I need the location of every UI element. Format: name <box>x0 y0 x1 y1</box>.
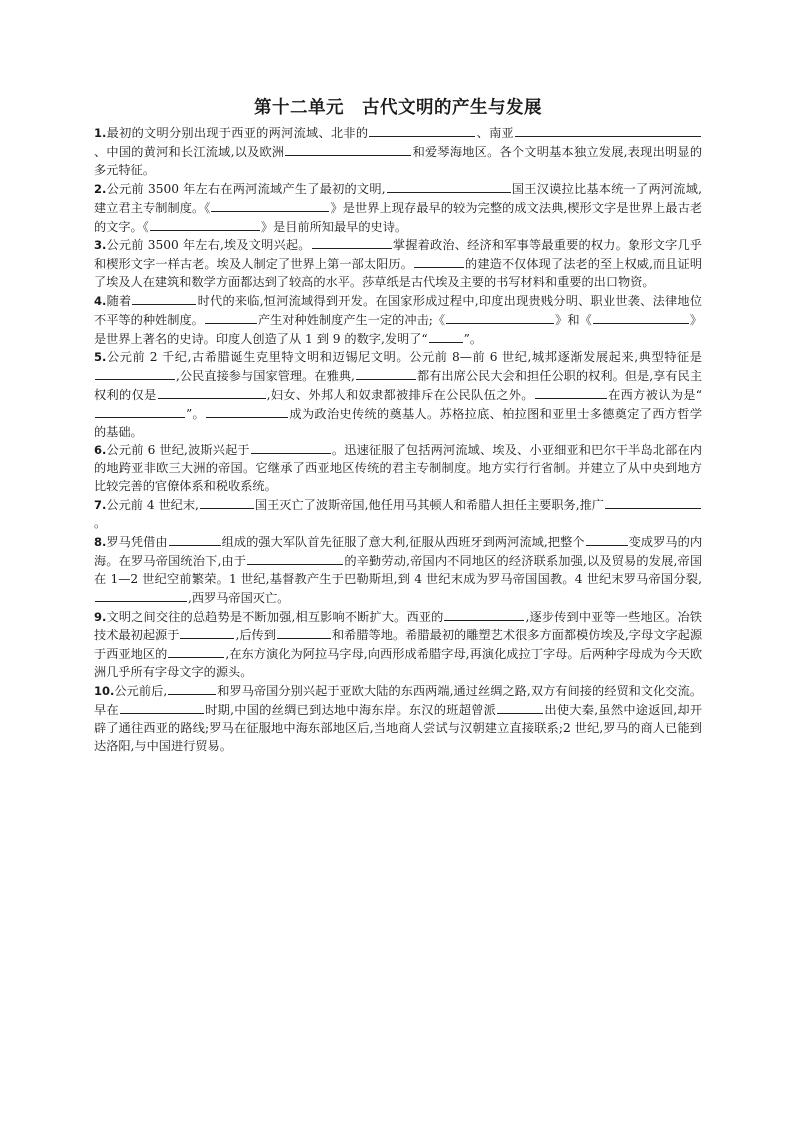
blank[interactable] <box>95 367 175 380</box>
question-4: 4.随着 时代的来临,恒河流域得到开发。在国家形成过程中,印度出现贵贱分明、职业世袭、法律地位不平等的种姓制度。 产生对种姓制度产生一定的冲击;《 》和《 》是世界上著名的史诗。印度人创造了从 1 到 9 的数字,发明了“ ”。 <box>94 294 703 346</box>
blank[interactable] <box>132 292 196 305</box>
blank[interactable] <box>95 589 187 602</box>
blank[interactable] <box>356 367 416 380</box>
blank[interactable] <box>168 645 224 658</box>
blank[interactable] <box>150 218 260 231</box>
question-10: 10.公元前后, 和罗马帝国分别兴起于亚欧大陆的东西两端,通过丝绸之路,双方有间接的经贸和文化交流。早在 时期,中国的丝绸已到达地中海东岸。东汉的班超曾派 出使大秦,虽然中途返回,却开辟了通往西亚的路线;罗马在征服地中海东部地区后,当地商人尝试与汉朝建立直接联系;2 世纪,罗马的商人已能到达洛阳,与中国进行贸易。 <box>94 684 703 753</box>
unit-title: 第十二单元 古代文明的产生与发展 <box>254 98 542 118</box>
blank[interactable] <box>605 496 701 509</box>
blank[interactable] <box>120 701 204 714</box>
question-number: 7. <box>94 498 107 513</box>
blank[interactable] <box>247 552 343 565</box>
question-1: 1.最初的文明分别出现于西亚的两河流域、北非的 、南亚、中国的黄河和长江流域,以及欧洲 和爱琴海地区。各个文明基本独立发展,表现出明显的多元特征。 <box>94 126 703 177</box>
blank[interactable] <box>180 626 234 639</box>
question-9: 9.文明之间交往的总趋势是不断加强,相互影响不断扩大。西亚的 ,逐步传到中亚等一些地区。冶铁技术最初起源于 ,后传到 和希腊等地。希腊最初的雕塑艺术很多方面都模仿埃及,字母文字起源于西亚地区的 ,在东方演化为阿拉马字母,向西形成希腊字母,再演化成拉丁字母。后两种字母成为今天欧洲几乎所有字母文字的源头。 <box>94 609 703 680</box>
blank[interactable] <box>169 533 221 546</box>
question-5: 5.公元前 2 千纪,古希腊诞生克里特文明和迈锡尼文明。公元前 8—前 6 世纪,城邦逐渐发展起来,典型特征是,公民直接参与国家管理。在雅典, 都有出席公民大会和担任公职的权利。但是,享有民主权利的仅是 ,妇女、外邦人和奴隶都被排斥在公民队伍之外。 在西方被认为是“”。 成为政治史传统的奠基人。苏格拉底、柏拉图和亚里士多德奠定了西方哲学的基础。 <box>94 349 703 439</box>
blank[interactable] <box>414 255 464 268</box>
blank[interactable] <box>446 311 554 324</box>
blank[interactable] <box>515 124 701 137</box>
blank[interactable] <box>168 682 216 695</box>
blank[interactable] <box>429 330 463 343</box>
blank[interactable] <box>586 533 628 546</box>
question-number: 2. <box>94 181 107 196</box>
question-3: 3.公元前 3500 年左右,埃及文明兴起。 掌握着政治、经济和军事等最重要的权力。象形文字几乎和楔形文字一样古老。埃及人制定了世界上第一部太阳历。 的建造不仅体现了法老的至上权威,而且证明了埃及人在建筑和数学方面都达到了较高的水平。莎草纸是古代埃及主要的书写材料和重要的出口物资。 <box>94 238 703 290</box>
blank[interactable] <box>387 180 511 193</box>
blank[interactable] <box>277 626 331 639</box>
question-6: 6.公元前 6 世纪,波斯兴起于 。迅速征服了包括两河流域、埃及、小亚细亚和巴尔干半岛北部在内的地跨亚非欧三大洲的帝国。它继承了西亚地区传统的君主专制制度。地方实行行省制。并建立了从中央到地方比较完善的官僚体系和税收系统。 <box>94 443 702 494</box>
blank[interactable] <box>497 701 543 714</box>
blank[interactable] <box>200 496 254 509</box>
question-number: 6. <box>94 443 107 458</box>
question-7: 7.公元前 4 世纪末, 国王灭亡了波斯帝国,他任用马其顿人和希腊人担任主要职务,推广。 <box>94 496 702 533</box>
blank[interactable] <box>206 405 288 418</box>
question-number: 9. <box>94 609 107 624</box>
question-number: 4. <box>94 294 107 309</box>
blank[interactable] <box>95 405 185 418</box>
question-number: 1. <box>94 126 107 140</box>
blank[interactable] <box>158 386 266 399</box>
worksheet-page <box>94 96 702 756</box>
question-number: 10. <box>94 684 115 699</box>
blank[interactable] <box>251 441 331 454</box>
question-number: 5. <box>94 349 107 364</box>
question-number: 3. <box>94 238 107 253</box>
blank[interactable] <box>369 124 475 137</box>
blank[interactable] <box>205 311 257 324</box>
blank[interactable] <box>593 311 689 324</box>
question-2: 2.公元前 3500 年左右在两河流域产生了最初的文明, 国王汉谟拉比基本统一了两河流域,建立君主专制制度。《 》是世界上现存最早的较为完整的成文法典,楔形文字是世界上最古老的文字。《 》是目前所知最早的史诗。 <box>94 181 703 234</box>
question-8: 8.罗马凭借由 组成的强大军队首先征服了意大利,征服从西班牙到两河流域,把整个 变成罗马的内海。在罗马帝国统治下,由于 的辛勤劳动,帝国内不同地区的经济联系加强,以及贸易的发展,帝国在 1—2 世纪空前繁荣。1 世纪,基督教产生于巴勒斯坦,到 4 世纪末成为罗马帝国国教。4 世纪末罗马帝国分裂,,西罗马帝国灭亡。 <box>94 534 703 605</box>
blank[interactable] <box>535 386 607 399</box>
blank[interactable] <box>444 608 524 621</box>
blank[interactable] <box>211 199 329 212</box>
question-number: 8. <box>94 534 107 549</box>
blank[interactable] <box>285 143 411 156</box>
blank[interactable] <box>312 236 392 249</box>
